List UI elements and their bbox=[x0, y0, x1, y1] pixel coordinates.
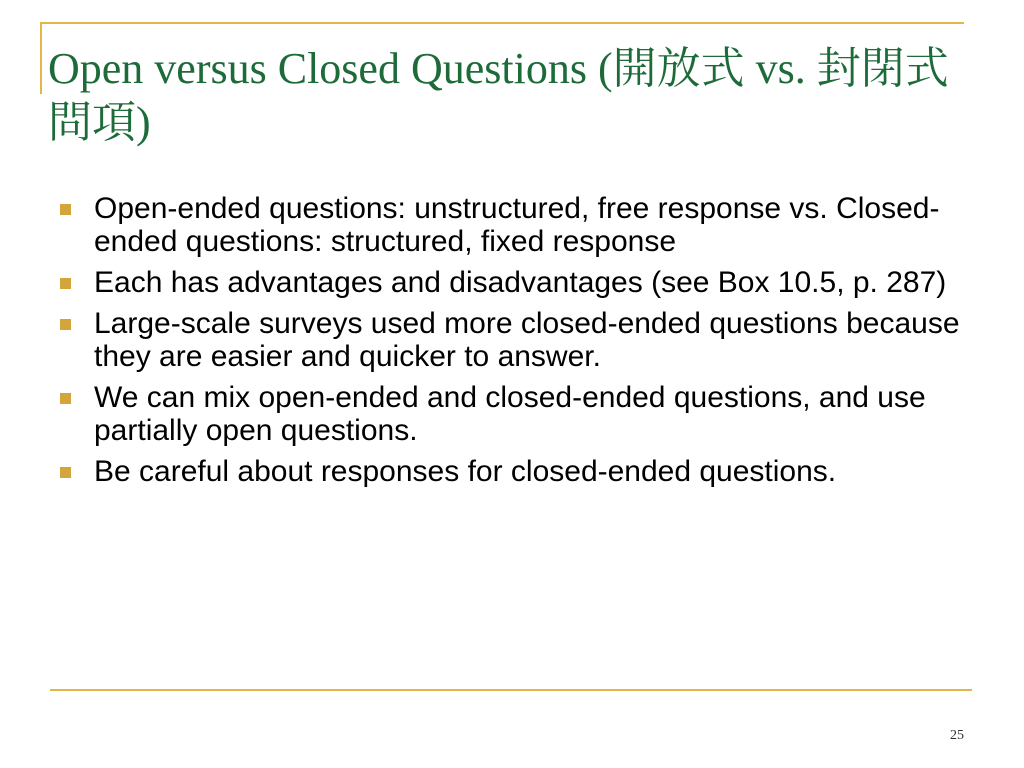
bullet-item bbox=[60, 381, 960, 447]
bullet-text: We can mix open-ended and closed-ended questions, and use partially open questions. bbox=[94, 381, 926, 447]
bullet-item bbox=[60, 307, 960, 373]
square-bullet-icon bbox=[60, 393, 71, 404]
top-divider-line bbox=[40, 22, 964, 24]
bullet-list bbox=[60, 192, 960, 496]
bullet-item bbox=[60, 266, 960, 299]
bullet-text: Each has advantages and disadvantages (see Box 10.5, p. 287) bbox=[94, 266, 947, 299]
left-accent-line bbox=[40, 22, 42, 94]
square-bullet-icon bbox=[60, 278, 71, 289]
square-bullet-icon bbox=[60, 319, 71, 330]
bullet-text: Be careful about responses for closed-ended questions. bbox=[94, 455, 837, 488]
page-number: 25 bbox=[950, 728, 964, 743]
bottom-divider-line bbox=[50, 689, 972, 691]
square-bullet-icon bbox=[60, 204, 71, 215]
bullet-item bbox=[60, 455, 960, 488]
square-bullet-icon bbox=[60, 467, 71, 478]
bullet-text: Large-scale surveys used more closed-ended questions because they are easier and quicker to answer. bbox=[94, 307, 960, 373]
slide-title: Open versus Closed Questions (開放式 vs. 封閉式問項) bbox=[48, 44, 949, 147]
bullet-text: Open-ended questions: unstructured, free response vs. Closed-ended questions: structured, fixed response bbox=[94, 192, 940, 258]
bullet-item bbox=[60, 192, 960, 258]
